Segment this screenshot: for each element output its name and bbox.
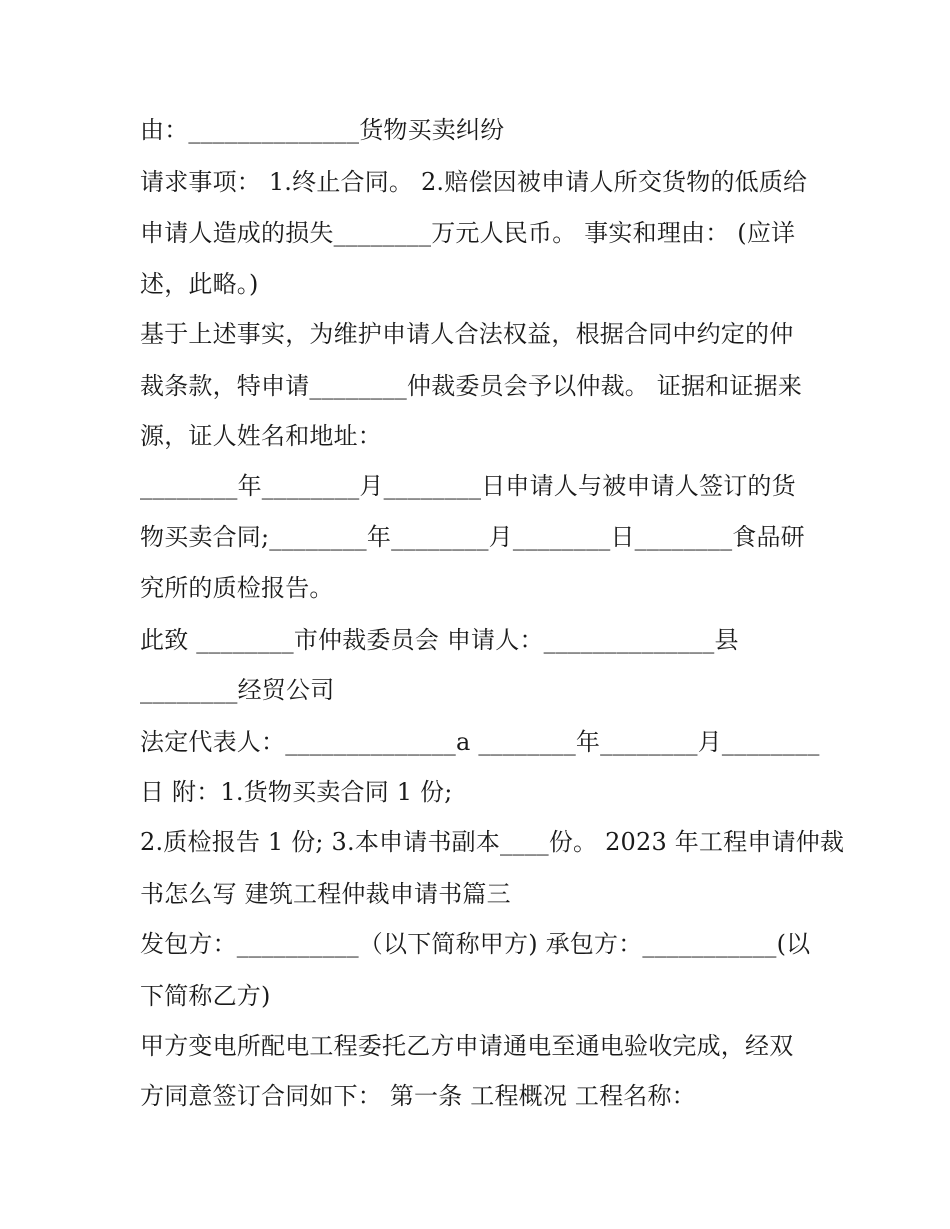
text-line: 书怎么写 建筑工程仲裁申请书篇三 (140, 880, 511, 908)
text-line: 基于上述事实，为维护申请人合法权益，根据合同中约定的仲 (140, 320, 794, 348)
text-line: 方同意签订合同如下： 第一条 工程概况 工程名称： (140, 1082, 696, 1110)
text-line: 申请人造成的损失________万元人民币。 事实和理由： (应详 (140, 219, 796, 247)
text-line: 请求事项： 1.终止合同。 2.赔偿因被申请人所交货物的低质给 (140, 168, 808, 196)
text-line: 述，此略。) (140, 270, 259, 298)
text-line: 裁条款，特申请________仲裁委员会予以仲裁。 证据和证据来 (140, 372, 803, 400)
text-line: 由：______________货物买卖纠纷 (140, 116, 505, 144)
text-line: 甲方变电所配电工程委托乙方申请通电至通电验收完成，经双 (140, 1032, 794, 1060)
text-line: 物买卖合同;________年________月________日________食品研 (140, 523, 805, 551)
text-line: 日 附：1.货物买卖合同 1 份; (140, 778, 453, 806)
text-line: 2.质检报告 1 份; 3.本申请书副本____份。 2023 年工程申请仲裁 (140, 828, 845, 856)
text-line: 下简称乙方) (140, 982, 271, 1010)
text-line: 此致 ________市仲裁委员会 申请人：______________县 (140, 626, 739, 654)
text-line: ________年________月________日申请人与被申请人签订的货 (140, 472, 796, 500)
text-line: 源，证人姓名和地址： (140, 422, 382, 450)
text-line: ________经贸公司 (140, 676, 335, 704)
text-line: 发包方：__________（以下简称甲方) 承包方：___________(以 (140, 930, 811, 958)
text-line: 法定代表人：______________a ________年________月________ (140, 728, 820, 756)
text-line: 究所的质检报告。 (140, 574, 334, 602)
